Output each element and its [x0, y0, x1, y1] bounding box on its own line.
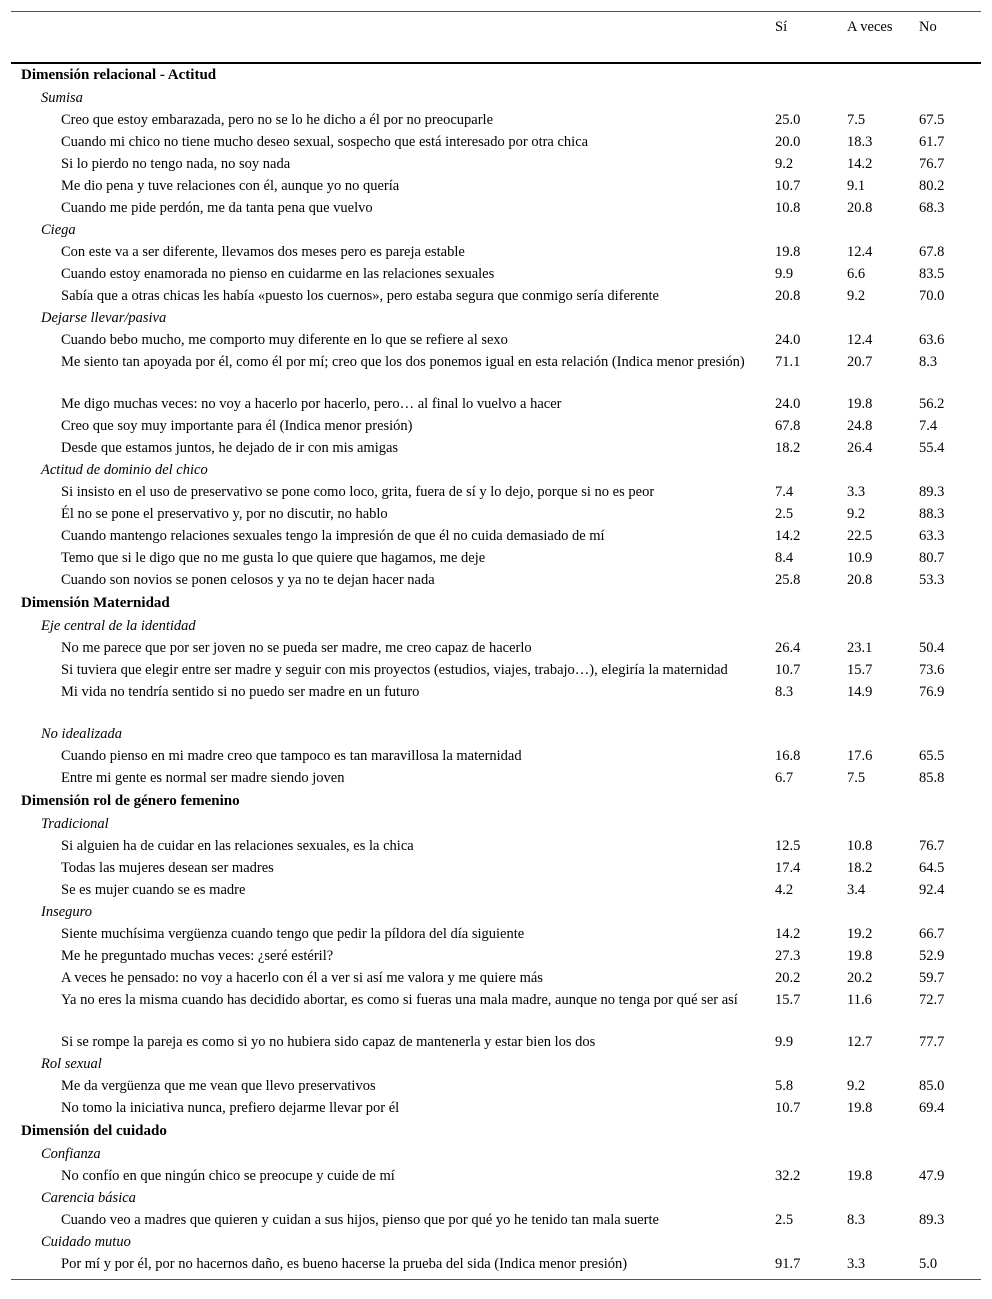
value-a-veces: 17.6	[847, 748, 873, 764]
value-si: 10.7	[775, 1100, 801, 1116]
item-label: Si tuviera que elegir entre ser madre y seguir con mis proyectos (estudios, viajes, trabajo…), elegiría la maternidad	[61, 662, 728, 678]
item-label: Todas las mujeres desean ser madres	[61, 860, 274, 876]
value-si: 8.4	[775, 550, 794, 566]
value-a-veces: 19.2	[847, 926, 873, 942]
value-no: 63.3	[919, 528, 945, 544]
value-no: 61.7	[919, 134, 945, 150]
value-si: 19.8	[775, 244, 801, 260]
value-si: 8.3	[775, 684, 794, 700]
value-a-veces: 12.4	[847, 244, 873, 260]
value-no: 52.9	[919, 948, 945, 964]
heading-label: Eje central de la identidad	[41, 618, 196, 634]
value-a-veces: 20.8	[847, 200, 873, 216]
item-label: Cuando bebo mucho, me comporto muy diferente en lo que se refiere al sexo	[61, 332, 508, 348]
value-a-veces: 19.8	[847, 1100, 873, 1116]
item-label: Cuando pienso en mi madre creo que tampoco es tan maravillosa la maternidad	[61, 748, 522, 764]
value-si: 20.0	[775, 134, 801, 150]
value-si: 71.1	[775, 354, 801, 370]
value-si: 24.0	[775, 332, 801, 348]
value-no: 76.9	[919, 684, 945, 700]
value-a-veces: 9.2	[847, 1078, 866, 1094]
item-label: Con este va a ser diferente, llevamos dos meses pero es pareja estable	[61, 244, 465, 260]
value-si: 20.2	[775, 970, 801, 986]
heading-label: Cuidado mutuo	[41, 1234, 131, 1250]
value-si: 12.5	[775, 838, 801, 854]
value-si: 18.2	[775, 440, 801, 456]
value-no: 67.8	[919, 244, 945, 260]
value-si: 27.3	[775, 948, 801, 964]
value-no: 72.7	[919, 992, 945, 1008]
value-si: 10.7	[775, 662, 801, 678]
value-no: 8.3	[919, 354, 938, 370]
value-no: 50.4	[919, 640, 945, 656]
value-no: 69.4	[919, 1100, 945, 1116]
value-no: 80.7	[919, 550, 945, 566]
item-label: Él no se pone el preservativo y, por no discutir, no hablo	[61, 506, 388, 522]
value-a-veces: 7.5	[847, 112, 866, 128]
value-a-veces: 12.4	[847, 332, 873, 348]
value-a-veces: 10.8	[847, 838, 873, 854]
item-label: Siente muchísima vergüenza cuando tengo que pedir la píldora del día siguiente	[61, 926, 525, 942]
value-a-veces: 15.7	[847, 662, 873, 678]
item-label: Temo que si le digo que no me gusta lo que quiere que hagamos, me deje	[61, 550, 486, 566]
item-label: Cuando veo a madres que quieren y cuidan a sus hijos, pienso que por qué yo he tenido tan mala suerte	[61, 1212, 659, 1228]
value-a-veces: 11.6	[847, 992, 872, 1008]
item-label: Cuando estoy enamorada no pienso en cuidarme en las relaciones sexuales	[61, 266, 495, 282]
value-a-veces: 19.8	[847, 948, 873, 964]
value-no: 80.2	[919, 178, 945, 194]
value-si: 2.5	[775, 1212, 794, 1228]
value-si: 4.2	[775, 882, 794, 898]
item-label: Entre mi gente es normal ser madre siendo joven	[61, 770, 345, 786]
value-a-veces: 7.5	[847, 770, 866, 786]
value-si: 14.2	[775, 528, 801, 544]
heading-label: No idealizada	[41, 726, 122, 742]
value-a-veces: 3.3	[847, 484, 866, 500]
item-label: Si lo pierdo no tengo nada, no soy nada	[61, 156, 291, 172]
value-no: 67.5	[919, 112, 945, 128]
table-header-rule	[11, 62, 981, 64]
heading-label: Tradicional	[41, 816, 109, 832]
value-si: 14.2	[775, 926, 801, 942]
item-label: Si se rompe la pareja es como si yo no hubiera sido capaz de mantenerla y estar bien los dos	[61, 1034, 596, 1050]
value-no: 76.7	[919, 838, 945, 854]
item-label: Si insisto en el uso de preservativo se pone como loco, grita, fuera de sí y lo dejo, porque si no es peor	[61, 484, 655, 500]
value-a-veces: 20.8	[847, 572, 873, 588]
value-si: 7.4	[775, 484, 794, 500]
value-no: 85.8	[919, 770, 945, 786]
heading-label: Rol sexual	[41, 1056, 102, 1072]
heading-label: Dejarse llevar/pasiva	[41, 310, 167, 326]
value-si: 9.9	[775, 266, 794, 282]
value-no: 66.7	[919, 926, 945, 942]
value-a-veces: 26.4	[847, 440, 873, 456]
col-header-no: No	[919, 19, 937, 35]
value-a-veces: 18.2	[847, 860, 873, 876]
value-no: 70.0	[919, 288, 945, 304]
item-label: Sabía que a otras chicas les había «puesto los cuernos», pero estaba segura que conmigo sería diferente	[61, 288, 659, 304]
heading-label: Dimensión rol de género femenino	[21, 793, 240, 809]
item-label: Cuando me pide perdón, me da tanta pena que vuelvo	[61, 200, 373, 216]
value-si: 16.8	[775, 748, 801, 764]
value-a-veces: 20.7	[847, 354, 873, 370]
value-si: 15.7	[775, 992, 801, 1008]
item-label: Cuando mi chico no tiene mucho deseo sexual, sospecho que está interesado por otra chica	[61, 134, 589, 150]
value-no: 83.5	[919, 266, 945, 282]
value-no: 53.3	[919, 572, 945, 588]
value-a-veces: 9.2	[847, 288, 866, 304]
value-si: 25.0	[775, 112, 801, 128]
value-no: 77.7	[919, 1034, 945, 1050]
value-no: 89.3	[919, 1212, 945, 1228]
value-a-veces: 23.1	[847, 640, 873, 656]
value-a-veces: 14.2	[847, 156, 873, 172]
value-no: 89.3	[919, 484, 945, 500]
value-a-veces: 22.5	[847, 528, 873, 544]
item-label: Desde que estamos juntos, he dejado de ir con mis amigas	[61, 440, 399, 456]
item-label: Cuando mantengo relaciones sexuales tengo la impresión de que él no cuida demasiado de mí	[61, 528, 605, 544]
value-si: 32.2	[775, 1168, 801, 1184]
value-no: 59.7	[919, 970, 945, 986]
item-label: No me parece que por ser joven no se pueda ser madre, me creo capaz de hacerlo	[61, 640, 532, 656]
value-a-veces: 19.8	[847, 396, 873, 412]
col-header-a-veces: A veces	[847, 19, 893, 35]
value-a-veces: 9.2	[847, 506, 866, 522]
item-label: No confío en que ningún chico se preocupe y cuide de mí	[61, 1168, 395, 1184]
value-si: 26.4	[775, 640, 801, 656]
item-label: Me siento tan apoyada por él, como él por mí; creo que los dos ponemos igual en esta relación (Indica menor presión)	[61, 354, 745, 370]
value-si: 20.8	[775, 288, 801, 304]
value-no: 68.3	[919, 200, 945, 216]
heading-label: Carencia básica	[41, 1190, 136, 1206]
value-no: 65.5	[919, 748, 945, 764]
value-no: 92.4	[919, 882, 945, 898]
value-si: 10.7	[775, 178, 801, 194]
table-bottom-rule	[11, 1279, 981, 1280]
heading-label: Dimensión relacional - Actitud	[21, 67, 217, 83]
value-no: 7.4	[919, 418, 938, 434]
item-label: Creo que soy muy importante para él (Indica menor presión)	[61, 418, 413, 434]
item-label: Me he preguntado muchas veces: ¿seré estéril?	[61, 948, 334, 964]
item-label: A veces he pensado: no voy a hacerlo con él a ver si así me valora y me quiere más	[61, 970, 543, 986]
value-no: 5.0	[919, 1256, 938, 1272]
value-no: 76.7	[919, 156, 945, 172]
item-label: Se es mujer cuando se es madre	[61, 882, 246, 898]
heading-label: Inseguro	[41, 904, 93, 920]
item-label: Creo que estoy embarazada, pero no se lo he dicho a él por no preocuparle	[61, 112, 494, 128]
value-no: 85.0	[919, 1078, 945, 1094]
item-label: No tomo la iniciativa nunca, prefiero dejarme llevar por él	[61, 1100, 400, 1116]
value-a-veces: 6.6	[847, 266, 866, 282]
heading-label: Sumisa	[41, 90, 83, 106]
value-a-veces: 10.9	[847, 550, 873, 566]
value-si: 25.8	[775, 572, 801, 588]
item-label: Ya no eres la misma cuando has decidido abortar, es como si fueras una mala madre, aunque no tenga por qué ser así	[61, 992, 738, 1008]
item-label: Mi vida no tendría sentido si no puedo ser madre en un futuro	[61, 684, 420, 700]
value-no: 88.3	[919, 506, 945, 522]
value-si: 6.7	[775, 770, 794, 786]
value-si: 9.9	[775, 1034, 794, 1050]
value-si: 5.8	[775, 1078, 794, 1094]
value-a-veces: 9.1	[847, 178, 866, 194]
heading-label: Actitud de dominio del chico	[41, 462, 208, 478]
value-no: 73.6	[919, 662, 945, 678]
heading-label: Ciega	[41, 222, 76, 238]
heading-label: Confianza	[41, 1146, 101, 1162]
value-no: 63.6	[919, 332, 945, 348]
item-label: Me digo muchas veces: no voy a hacerlo por hacerlo, pero… al final lo vuelvo a hacer	[61, 396, 562, 412]
value-si: 24.0	[775, 396, 801, 412]
value-si: 10.8	[775, 200, 801, 216]
value-a-veces: 20.2	[847, 970, 873, 986]
item-label: Cuando son novios se ponen celosos y ya no te dejan hacer nada	[61, 572, 435, 588]
heading-label: Dimensión del cuidado	[21, 1123, 167, 1139]
value-si: 9.2	[775, 156, 794, 172]
table-top-rule	[11, 11, 981, 12]
item-label: Me dio pena y tuve relaciones con él, aunque yo no quería	[61, 178, 400, 194]
value-a-veces: 24.8	[847, 418, 873, 434]
value-a-veces: 3.4	[847, 882, 866, 898]
value-no: 47.9	[919, 1168, 945, 1184]
value-no: 64.5	[919, 860, 945, 876]
item-label: Por mí y por él, por no hacernos daño, es bueno hacerse la prueba del sida (Indica menor presión)	[61, 1256, 628, 1272]
value-a-veces: 18.3	[847, 134, 873, 150]
value-si: 17.4	[775, 860, 801, 876]
value-si: 67.8	[775, 418, 801, 434]
heading-label: Dimensión Maternidad	[21, 595, 170, 611]
value-no: 55.4	[919, 440, 945, 456]
value-a-veces: 19.8	[847, 1168, 873, 1184]
value-a-veces: 8.3	[847, 1212, 866, 1228]
value-no: 56.2	[919, 396, 945, 412]
value-si: 91.7	[775, 1256, 801, 1272]
value-a-veces: 3.3	[847, 1256, 866, 1272]
item-label: Me da vergüenza que me vean que llevo preservativos	[61, 1078, 376, 1094]
value-a-veces: 12.7	[847, 1034, 873, 1050]
value-si: 2.5	[775, 506, 794, 522]
col-header-si: Sí	[775, 19, 788, 35]
value-a-veces: 14.9	[847, 684, 873, 700]
item-label: Si alguien ha de cuidar en las relaciones sexuales, es la chica	[61, 838, 414, 854]
